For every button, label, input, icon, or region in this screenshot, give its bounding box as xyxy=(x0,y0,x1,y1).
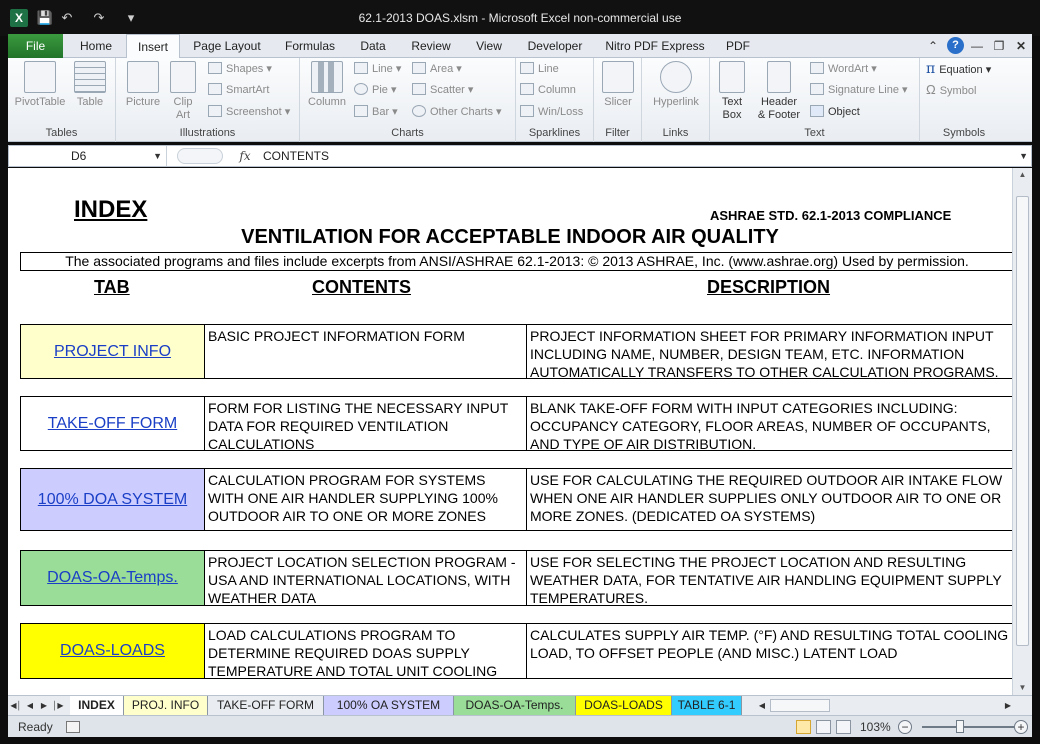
window-title: 62.1-2013 DOAS.xlsm - Microsoft Excel non-commercial use xyxy=(358,11,682,25)
title-bar xyxy=(0,0,1040,36)
group-sparklines xyxy=(516,58,594,142)
horizontal-scrollbar[interactable] xyxy=(756,698,1014,714)
area-chart-icon xyxy=(412,62,426,74)
tab-review[interactable]: Review xyxy=(411,39,451,53)
screenshot-button[interactable]: Screenshot ▾ xyxy=(208,103,290,121)
shapes-icon xyxy=(208,62,222,74)
sparkline-column-button[interactable]: Column xyxy=(520,81,576,99)
compliance-label: ASHRAE STD. 62.1-2013 COMPLIANCE xyxy=(710,208,952,223)
horizontal-scroll-thumb[interactable] xyxy=(770,699,830,712)
group-illustrations xyxy=(116,58,300,142)
contents-cell: BASIC PROJECT INFORMATION FORM xyxy=(206,325,527,378)
normal-view-icon[interactable] xyxy=(796,720,811,734)
sparkline-line-button[interactable]: Line xyxy=(520,60,559,78)
equation-button[interactable]: π Equation ▾ xyxy=(926,61,992,77)
wordart-icon xyxy=(810,62,824,74)
prev-sheet-icon[interactable]: ◀ xyxy=(26,701,34,710)
scroll-down-icon[interactable]: ▼ xyxy=(1018,683,1027,692)
header-footer-icon xyxy=(767,61,791,93)
picture-button[interactable]: Picture xyxy=(122,61,164,109)
tab-file[interactable]: File xyxy=(8,34,63,58)
sparkline-column-icon xyxy=(520,83,534,95)
group-symbols xyxy=(920,58,1008,142)
link-doas-loads[interactable]: DOAS-LOADS xyxy=(60,642,165,659)
column-chart-button[interactable]: Column xyxy=(304,61,350,109)
contents-cell: FORM FOR LISTING THE NECESSARY INPUT DATA FOR REQUIRED VENTILATION CALCULATIONS xyxy=(206,397,527,450)
screenshot-icon xyxy=(208,105,222,117)
header-description: DESCRIPTION xyxy=(707,277,831,297)
shapes-button[interactable]: Shapes ▾ xyxy=(208,60,272,78)
group-links xyxy=(642,58,710,142)
group-charts xyxy=(300,58,516,142)
group-label-filter: Filter xyxy=(605,127,630,139)
zoom-slider-handle[interactable] xyxy=(956,720,964,733)
tab-insert[interactable]: Insert xyxy=(126,34,180,59)
object-button[interactable]: Object xyxy=(810,103,860,121)
tab-home[interactable]: Home xyxy=(79,39,112,53)
sparkline-line-icon xyxy=(520,62,534,74)
link-take-off-form[interactable]: TAKE-OFF FORM xyxy=(47,414,178,432)
tab-cell xyxy=(21,624,205,678)
bar-chart-button[interactable]: Bar ▾ xyxy=(354,103,398,121)
description-cell: BLANK TAKE-OFF FORM WITH INPUT CATEGORIES INCLUDING: OCCUPANCY CATEGORY, FLOOR AREAS, NUMBER OF OCCUPANTS, AND TYPE OF AIR DISTRIBUTION. xyxy=(530,400,991,452)
link-project-info[interactable]: PROJECT INFO xyxy=(53,342,172,360)
zoom-level[interactable]: 103% xyxy=(860,720,891,734)
other-charts-icon xyxy=(412,105,426,117)
excel-logo-icon[interactable]: X xyxy=(10,9,28,27)
slicer-button[interactable]: Slicer xyxy=(598,61,638,109)
tab-cell xyxy=(21,469,205,530)
zoom-slider[interactable] xyxy=(922,726,1014,728)
clip-art-icon xyxy=(170,61,196,93)
index-row xyxy=(20,324,1012,379)
page-break-view-icon[interactable] xyxy=(836,720,851,734)
help-icon[interactable]: ? xyxy=(947,37,964,54)
group-tables xyxy=(8,58,116,142)
sheet-tab-index[interactable]: INDEX xyxy=(70,696,124,715)
object-icon xyxy=(810,105,824,117)
undo-icon[interactable]: ↶ xyxy=(61,10,73,25)
sheet-tab-doas-oa-temps[interactable]: DOAS-OA-Temps. xyxy=(454,696,576,715)
link-doas-oa-temps[interactable]: DOAS-OA-Temps. xyxy=(47,569,178,586)
page-layout-view-icon[interactable] xyxy=(816,720,831,734)
slicer-icon xyxy=(602,61,634,93)
copyright-notice: The associated programs and files include excerpts from ANSI/ASHRAE 62.1-2013: © 2013 ASHRAE, Inc. (www.ashrae.org) Used by permission. xyxy=(20,252,1012,271)
close-workbook-icon[interactable]: ✕ xyxy=(1015,39,1027,53)
table-button[interactable]: Table xyxy=(70,61,110,109)
save-icon[interactable]: 💾 xyxy=(36,10,54,25)
sheet-tab-bar xyxy=(8,695,1032,715)
tab-nitro-pdf[interactable]: Nitro PDF Express xyxy=(605,39,705,53)
tab-pdf[interactable]: PDF xyxy=(726,39,750,53)
restore-workbook-icon[interactable]: ❐ xyxy=(993,39,1005,53)
group-label-text: Text xyxy=(804,127,825,139)
sheet-tab-proj-info[interactable]: PROJ. INFO xyxy=(124,696,208,715)
pie-chart-button[interactable]: Pie ▾ xyxy=(354,81,396,99)
clip-art-button[interactable]: Clip Art xyxy=(168,61,198,122)
sparkline-winloss-button[interactable]: Win/Loss xyxy=(520,103,583,121)
zoom-in-icon[interactable]: + xyxy=(1014,720,1028,734)
scatter-chart-button[interactable]: Scatter ▾ xyxy=(412,81,473,99)
header-footer-button[interactable]: Header & Footer xyxy=(754,61,804,122)
description-cell: PROJECT INFORMATION SHEET FOR PRIMARY INFORMATION INPUT INCLUDING NAME, NUMBER, DESIGN TEAM, ETC. INFORMATION AUTOMATICALLY TRANSFERS TO OTHER CALCULATION PROGRAMS. xyxy=(530,328,999,380)
scroll-right-icon[interactable]: ▶ xyxy=(1004,701,1012,710)
name-box-dropdown-icon[interactable]: ▼ xyxy=(153,151,162,161)
worksheet[interactable] xyxy=(8,168,1012,695)
picture-icon xyxy=(127,61,159,93)
contents-cell: LOAD CALCULATIONS PROGRAM TO DETERMINE REQUIRED DOAS SUPPLY TEMPERATURE AND TOTAL UNIT COOLING xyxy=(206,624,527,678)
sheet-tab-100-oa-system[interactable]: 100% OA SYSTEM xyxy=(324,696,454,715)
scatter-chart-icon xyxy=(412,83,426,95)
tab-data[interactable]: Data xyxy=(360,39,386,53)
ribbon xyxy=(8,58,1032,142)
column-chart-icon xyxy=(311,61,343,93)
description-cell: USE FOR CALCULATING THE REQUIRED OUTDOOR AIR INTAKE FLOW WHEN ONE AIR HANDLER SUPPLIES ONLY OUTDOOR AIR TO ONE OR MORE ZONES. (DEDICATED OA SYSTEMS) xyxy=(530,472,1003,524)
sparkline-winloss-icon xyxy=(520,105,534,117)
ribbon-tab-bar xyxy=(8,34,1032,58)
contents-cell: CALCULATION PROGRAM FOR SYSTEMS WITH ONE AIR HANDLER SUPPLYING 100% OUTDOOR AIR TO ONE OR MORE ZONES xyxy=(206,469,527,530)
vertical-scroll-thumb[interactable] xyxy=(1016,196,1029,646)
tab-page-layout[interactable]: Page Layout xyxy=(193,39,261,53)
tab-cell xyxy=(21,397,205,450)
redo-icon[interactable]: ↷ xyxy=(93,10,105,25)
group-text xyxy=(710,58,920,142)
signature-line-icon xyxy=(810,83,824,95)
table-icon xyxy=(74,61,106,93)
formula-input[interactable]: CONTENTS xyxy=(263,149,329,163)
group-label-charts: Charts xyxy=(391,127,424,139)
line-chart-icon xyxy=(354,62,368,74)
status-mode: Ready xyxy=(18,720,53,734)
pi-icon: π xyxy=(926,61,936,77)
minimize-ribbon-icon[interactable]: ⌃ xyxy=(927,39,939,53)
description-cell: USE FOR SELECTING THE PROJECT LOCATION AND RESULTING WEATHER DATA, FOR TENTATIVE AIR HANDLING EQUIPMENT SUPPLY TEMPERATURES. xyxy=(530,554,1002,606)
sheet-tab-take-off-form[interactable]: TAKE-OFF FORM xyxy=(208,696,324,715)
pie-chart-icon xyxy=(354,83,368,95)
area-chart-button[interactable]: Area ▾ xyxy=(412,60,462,78)
index-row xyxy=(20,396,1012,451)
signature-line-button[interactable]: Signature Line ▾ xyxy=(810,81,908,99)
tab-developer[interactable]: Developer xyxy=(527,39,583,53)
index-row xyxy=(20,623,1012,679)
first-sheet-icon[interactable]: ◀│ xyxy=(10,701,22,710)
sheet-tab-doas-loads[interactable]: DOAS-LOADS xyxy=(576,696,672,715)
bar-chart-icon xyxy=(354,105,368,117)
group-label-sparklines: Sparklines xyxy=(528,127,581,139)
hyperlink-icon xyxy=(660,61,692,93)
sheet-tab-table-6-1[interactable]: TABLE 6-1 xyxy=(672,696,742,715)
pivottable-button[interactable]: PivotTable xyxy=(12,61,68,109)
expand-formula-bar-icon[interactable]: ▼ xyxy=(1019,151,1028,161)
omega-icon: Ω xyxy=(926,82,936,97)
tab-cell xyxy=(21,551,205,605)
customize-qat-icon[interactable]: ▾ xyxy=(127,10,135,25)
symbol-button[interactable]: Ω Symbol xyxy=(926,82,977,97)
tab-formulas[interactable]: Formulas xyxy=(284,39,335,53)
smartart-icon xyxy=(208,83,222,95)
vertical-scrollbar[interactable] xyxy=(1012,168,1032,695)
text-box-icon xyxy=(719,61,745,93)
link-100-doa-system[interactable]: 100% DOA SYSTEM xyxy=(37,490,188,508)
contents-cell: PROJECT LOCATION SELECTION PROGRAM - USA AND INTERNATIONAL LOCATIONS, WITH WEATHER DATA xyxy=(206,551,527,605)
next-sheet-icon[interactable]: ▶ xyxy=(40,701,48,710)
tab-cell xyxy=(21,325,205,378)
hyperlink-button[interactable]: Hyperlink xyxy=(646,61,706,109)
index-title: INDEX xyxy=(74,196,148,223)
description-cell: CALCULATES SUPPLY AIR TEMP. (°F) AND RESULTING TOTAL COOLING LOAD, TO OFFSET PEOPLE (AND MISC.) LATENT LOAD xyxy=(530,627,1009,661)
smartart-button[interactable]: SmartArt xyxy=(208,81,269,99)
last-sheet-icon[interactable]: │▶ xyxy=(52,701,64,710)
insert-function-button[interactable]: fx xyxy=(239,149,251,163)
wordart-button[interactable]: WordArt ▾ xyxy=(810,60,877,78)
scroll-left-icon[interactable]: ◀ xyxy=(758,701,766,710)
tab-view[interactable]: View xyxy=(476,39,502,53)
name-box[interactable]: D6 ▼ xyxy=(9,146,167,166)
minimize-workbook-icon[interactable]: — xyxy=(971,39,983,53)
formula-bar-handle[interactable] xyxy=(177,148,223,164)
text-box-button[interactable]: Text Box xyxy=(712,61,752,122)
formula-bar xyxy=(8,145,1032,167)
line-chart-button[interactable]: Line ▾ xyxy=(354,60,401,78)
group-label-symbols: Symbols xyxy=(942,127,986,139)
pivottable-icon xyxy=(24,61,56,93)
group-label-tables: Tables xyxy=(45,127,78,139)
other-charts-button[interactable]: Other Charts ▾ xyxy=(412,103,502,121)
macro-recording-icon[interactable] xyxy=(66,721,80,733)
header-tab: TAB xyxy=(94,277,130,297)
header-contents: CONTENTS xyxy=(312,277,411,297)
group-label-links: Links xyxy=(662,127,689,139)
main-title: VENTILATION FOR ACCEPTABLE INDOOR AIR QUALITY xyxy=(241,226,779,248)
group-filter xyxy=(594,58,642,142)
scroll-up-icon[interactable]: ▲ xyxy=(1018,170,1027,179)
index-row xyxy=(20,468,1012,531)
index-row xyxy=(20,550,1012,606)
status-bar xyxy=(8,715,1032,737)
group-label-illustrations: Illustrations xyxy=(179,127,236,139)
zoom-out-icon[interactable]: − xyxy=(898,720,912,734)
